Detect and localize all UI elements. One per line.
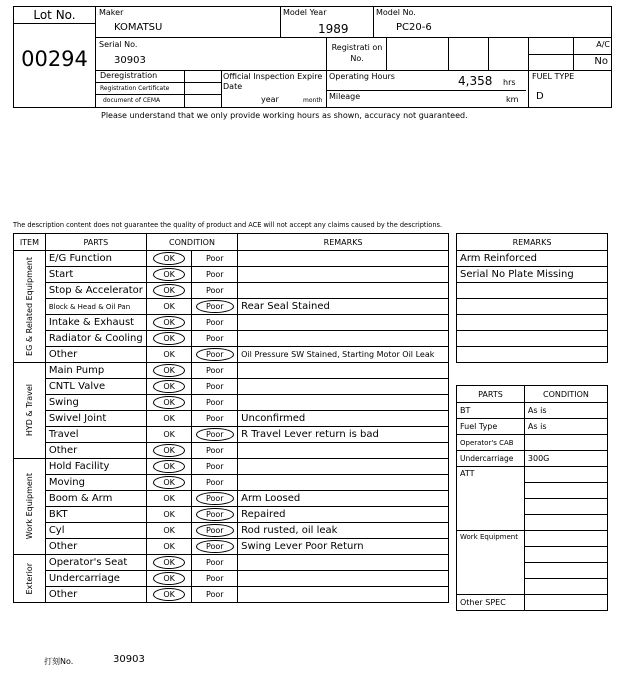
poor-mark: Poor	[205, 414, 224, 423]
model-no-value: PC20-6	[396, 22, 432, 33]
registration-label: Registrati on No.	[331, 43, 383, 63]
poor-mark: Poor	[205, 318, 224, 327]
part-name: Operator's Seat	[45, 555, 146, 571]
poor-cell	[192, 315, 238, 331]
section-label-text: HYD & Travel	[24, 384, 34, 437]
poor-mark: Poor	[196, 492, 234, 505]
side-remark	[457, 347, 608, 363]
ok-cell	[146, 251, 192, 267]
ok-cell	[146, 283, 192, 299]
table-row	[14, 251, 449, 267]
mileage-label: Mileage	[329, 92, 361, 101]
ok-cell	[146, 443, 192, 459]
model-year-label: Model Year	[283, 8, 327, 17]
part-name: Block & Head & Oil Pan	[45, 299, 146, 315]
ok-cell	[146, 347, 192, 363]
remark	[238, 395, 449, 411]
remark	[238, 267, 449, 283]
ok-mark: OK	[153, 396, 185, 409]
table-row	[14, 523, 449, 539]
ok-cell	[146, 315, 192, 331]
poor-cell	[192, 251, 238, 267]
table-row	[14, 363, 449, 379]
section-label	[14, 251, 46, 363]
part-name: Travel	[45, 427, 146, 443]
ok-mark: OK	[163, 542, 175, 551]
side-parts-table	[456, 385, 608, 611]
remark: Rod rusted, oil leak	[238, 523, 449, 539]
table-row	[14, 475, 449, 491]
remarks-header: REMARKS	[238, 234, 449, 251]
table-row	[14, 555, 449, 571]
remark: Swing Lever Poor Return	[238, 539, 449, 555]
ok-mark: OK	[163, 526, 175, 535]
part-name: Stop & Accelerator	[45, 283, 146, 299]
ok-mark: OK	[153, 284, 185, 297]
table-row	[14, 395, 449, 411]
ok-mark: OK	[163, 430, 175, 439]
part-name: E/G Function	[45, 251, 146, 267]
parts-header: PARTS	[45, 234, 146, 251]
poor-mark: Poor	[196, 524, 234, 537]
part-name: Main Pump	[45, 363, 146, 379]
remark	[238, 251, 449, 267]
serial-value: 30903	[114, 55, 146, 66]
side-part-condition: As is	[524, 419, 607, 435]
ok-mark: OK	[153, 252, 185, 265]
ok-cell	[146, 539, 192, 555]
side-condition-header: CONDITION	[524, 386, 607, 403]
model-year-value: 1989	[318, 22, 349, 36]
year-label: year	[261, 95, 279, 104]
poor-mark: Poor	[196, 428, 234, 441]
part-name: Radiator & Cooling	[45, 331, 146, 347]
table-row	[14, 331, 449, 347]
ok-mark: OK	[153, 572, 185, 585]
ok-mark: OK	[163, 302, 175, 311]
poor-mark: Poor	[205, 398, 224, 407]
condition-header: CONDITION	[146, 234, 237, 251]
poor-cell	[192, 475, 238, 491]
poor-cell	[192, 507, 238, 523]
fuel-type-value: D	[536, 91, 544, 102]
part-name: Swivel Joint	[45, 411, 146, 427]
side-remark	[457, 283, 608, 299]
condition-table	[13, 233, 449, 603]
work-equipment-label: Work Equipment	[457, 531, 525, 595]
remark: Oil Pressure SW Stained, Starting Motor Oil Leak	[238, 347, 449, 363]
table-row	[14, 267, 449, 283]
poor-mark: Poor	[196, 348, 234, 361]
part-name: Moving	[45, 475, 146, 491]
side-parts-header: PARTS	[457, 386, 525, 403]
poor-mark: Poor	[196, 300, 234, 313]
ok-cell	[146, 411, 192, 427]
side-part-name: Fuel Type	[457, 419, 525, 435]
part-name: BKT	[45, 507, 146, 523]
poor-cell	[192, 267, 238, 283]
deregistration-label: Deregistration	[100, 71, 158, 80]
poor-mark: Poor	[205, 590, 224, 599]
side-remark	[457, 331, 608, 347]
side-part-name: BT	[457, 403, 525, 419]
ok-cell	[146, 379, 192, 395]
ok-mark: OK	[163, 510, 175, 519]
side-remark: Serial No Plate Missing	[457, 267, 608, 283]
ok-cell	[146, 363, 192, 379]
poor-mark: Poor	[205, 574, 224, 583]
side-part-name: Undercarriage	[457, 451, 525, 467]
ok-mark: OK	[153, 316, 185, 329]
hours-notice: Please understand that we only provide working hours as shown, accuracy not guaranteed.	[101, 111, 468, 120]
remark	[238, 283, 449, 299]
poor-cell	[192, 459, 238, 475]
poor-cell	[192, 571, 238, 587]
remark: Unconfirmed	[238, 411, 449, 427]
poor-cell	[192, 283, 238, 299]
fuel-type-label: FUEL TYPE	[532, 72, 575, 81]
remark	[238, 587, 449, 603]
ok-cell	[146, 491, 192, 507]
poor-cell	[192, 539, 238, 555]
table-row	[14, 411, 449, 427]
remark: R Travel Lever return is bad	[238, 427, 449, 443]
table-row	[14, 539, 449, 555]
side-remark	[457, 299, 608, 315]
part-name: Undercarriage	[45, 571, 146, 587]
ok-mark: OK	[153, 476, 185, 489]
poor-mark: Poor	[205, 462, 224, 471]
part-name: Swing	[45, 395, 146, 411]
other-spec-label: Other SPEC	[457, 595, 525, 611]
ok-cell	[146, 267, 192, 283]
model-no-label: Model No.	[376, 8, 416, 17]
ok-cell	[146, 523, 192, 539]
remark	[238, 379, 449, 395]
section-label-text: Work Equipment	[24, 473, 34, 540]
table-row	[14, 507, 449, 523]
operating-hours-value: 4,358	[458, 74, 493, 88]
poor-cell	[192, 363, 238, 379]
section-label	[14, 555, 46, 603]
table-row	[14, 299, 449, 315]
ok-mark: OK	[153, 588, 185, 601]
ok-mark: OK	[153, 460, 185, 473]
side-part-condition: 300G	[524, 451, 607, 467]
remark: Rear Seal Stained	[238, 299, 449, 315]
table-row	[14, 587, 449, 603]
section-label	[14, 459, 46, 555]
poor-cell	[192, 443, 238, 459]
lot-box	[13, 6, 96, 108]
poor-cell	[192, 299, 238, 315]
poor-mark: Poor	[196, 508, 234, 521]
hrs-label: hrs	[503, 78, 516, 87]
ok-mark: OK	[153, 332, 185, 345]
side-remarks-table	[456, 233, 608, 363]
poor-cell	[192, 347, 238, 363]
poor-cell	[192, 411, 238, 427]
ok-cell	[146, 507, 192, 523]
ac-label: A/C	[596, 40, 610, 49]
poor-cell	[192, 523, 238, 539]
poor-mark: Poor	[205, 286, 224, 295]
ok-mark: OK	[153, 556, 185, 569]
ok-mark: OK	[163, 494, 175, 503]
ok-mark: OK	[153, 380, 185, 393]
poor-mark: Poor	[205, 382, 224, 391]
stamp-label: 打刻No.	[44, 657, 74, 666]
poor-cell	[192, 491, 238, 507]
poor-cell	[192, 379, 238, 395]
remark: Arm Loosed	[238, 491, 449, 507]
section-label	[14, 363, 46, 459]
ok-cell	[146, 555, 192, 571]
part-name: Other	[45, 347, 146, 363]
part-name: Other	[45, 443, 146, 459]
side-remark	[457, 315, 608, 331]
ok-cell	[146, 395, 192, 411]
ok-mark: OK	[153, 268, 185, 281]
ok-cell	[146, 299, 192, 315]
ok-mark: OK	[153, 364, 185, 377]
section-label-text: EG & Related Equipment	[24, 257, 34, 356]
att-label: ATT	[457, 467, 525, 531]
table-row	[14, 283, 449, 299]
ok-mark: OK	[163, 350, 175, 359]
remark	[238, 331, 449, 347]
section-label-text: Exterior	[24, 562, 34, 595]
remark	[238, 363, 449, 379]
remark: Repaired	[238, 507, 449, 523]
part-name: Intake & Exhaust	[45, 315, 146, 331]
poor-cell	[192, 395, 238, 411]
table-row	[14, 571, 449, 587]
table-row	[14, 459, 449, 475]
disclaimer: The description content does not guarantee the quality of product and ACE will not accept any claims caused by the descriptions.	[13, 221, 443, 229]
km-label: km	[506, 95, 519, 104]
serial-label: Serial No.	[99, 40, 138, 49]
table-row	[14, 315, 449, 331]
poor-cell	[192, 331, 238, 347]
remark	[238, 459, 449, 475]
table-row	[14, 491, 449, 507]
part-name: Start	[45, 267, 146, 283]
poor-mark: Poor	[205, 270, 224, 279]
ok-mark: OK	[153, 444, 185, 457]
maker-label: Maker	[99, 8, 124, 17]
maker-value: KOMATSU	[114, 22, 163, 33]
cema-document-label: document of CEMA	[103, 97, 161, 104]
ok-cell	[146, 459, 192, 475]
ok-cell	[146, 571, 192, 587]
remark	[238, 555, 449, 571]
ok-cell	[146, 475, 192, 491]
part-name: Cyl	[45, 523, 146, 539]
stamp-value: 30903	[113, 654, 145, 665]
poor-cell	[192, 555, 238, 571]
side-remarks-header: REMARKS	[457, 234, 608, 251]
side-part-condition	[524, 435, 607, 451]
poor-mark: Poor	[205, 254, 224, 263]
operating-hours-label: Operating Hours	[329, 72, 395, 81]
item-header: ITEM	[14, 234, 46, 251]
part-name: Other	[45, 587, 146, 603]
lot-label: Lot No.	[14, 7, 95, 24]
remark	[238, 571, 449, 587]
ac-value: No	[594, 56, 608, 67]
table-row	[14, 347, 449, 363]
remark	[238, 443, 449, 459]
part-name: Boom & Arm	[45, 491, 146, 507]
poor-cell	[192, 427, 238, 443]
ok-cell	[146, 587, 192, 603]
condition-table-header	[14, 234, 449, 251]
side-part-name: Operator's CAB	[457, 435, 525, 451]
table-row	[14, 427, 449, 443]
part-name: Hold Facility	[45, 459, 146, 475]
table-row	[14, 443, 449, 459]
poor-mark: Poor	[205, 478, 224, 487]
ok-mark: OK	[163, 414, 175, 423]
poor-mark: Poor	[205, 366, 224, 375]
side-remark: Arm Reinforced	[457, 251, 608, 267]
poor-mark: Poor	[205, 558, 224, 567]
month-label: month	[303, 97, 323, 104]
part-name: CNTL Valve	[45, 379, 146, 395]
poor-mark: Poor	[196, 540, 234, 553]
poor-mark: Poor	[205, 446, 224, 455]
inspection-label: Official Inspection Expire Date	[223, 72, 323, 91]
side-part-condition: As is	[524, 403, 607, 419]
remark	[238, 475, 449, 491]
ok-cell	[146, 331, 192, 347]
ok-cell	[146, 427, 192, 443]
lot-number: 00294	[21, 47, 88, 71]
remark	[238, 315, 449, 331]
poor-mark: Poor	[205, 334, 224, 343]
poor-cell	[192, 587, 238, 603]
header-block	[13, 6, 612, 108]
table-row	[14, 379, 449, 395]
part-name: Other	[45, 539, 146, 555]
registration-certificate-label: Registration Certificate	[100, 85, 170, 92]
